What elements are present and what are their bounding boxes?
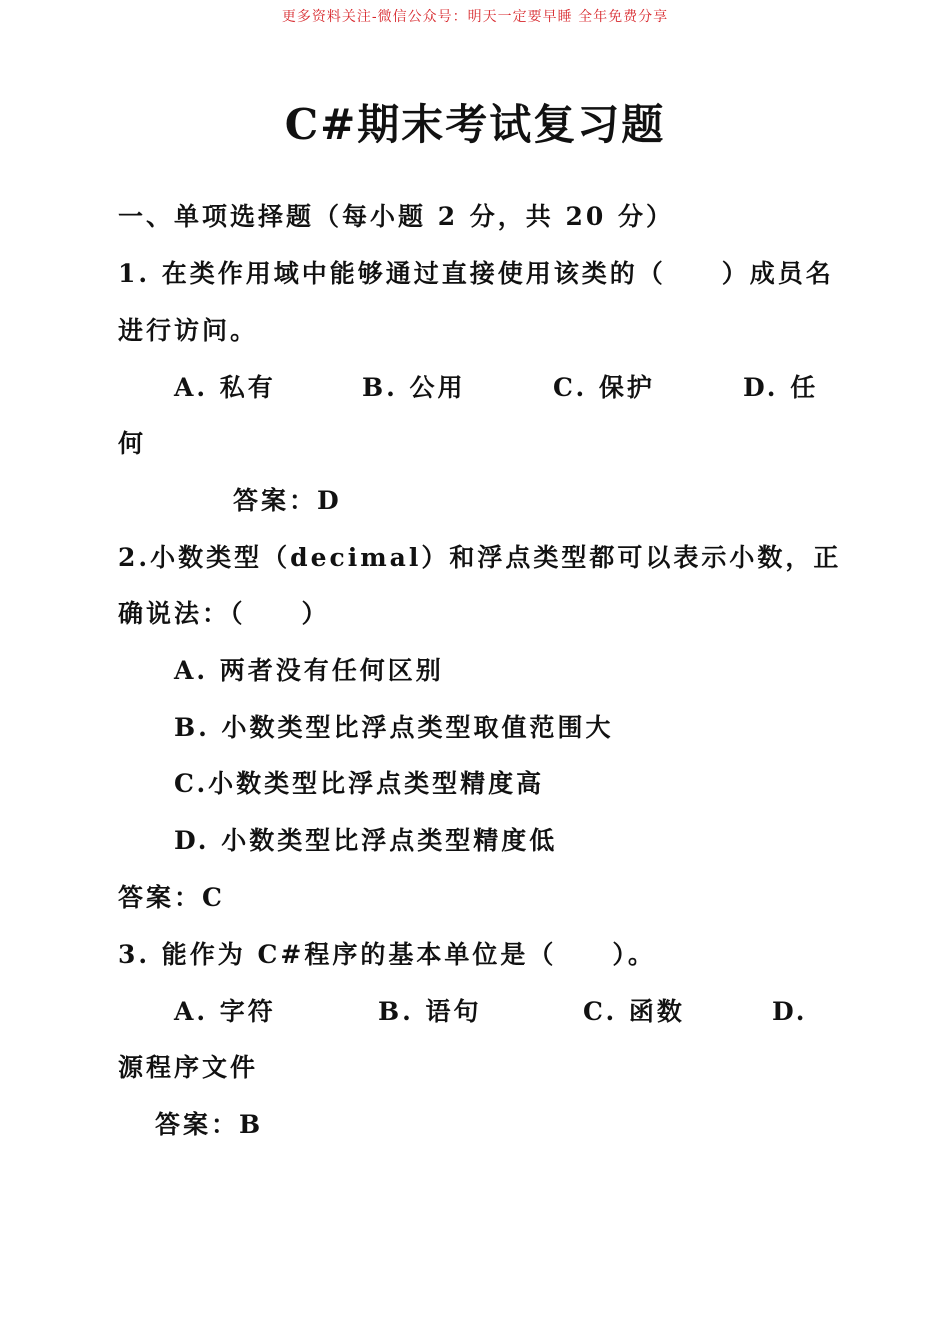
question-3-option-d-cont: 源程序文件: [118, 1053, 259, 1082]
question-3-option-d: D.: [772, 997, 808, 1026]
question-2-text-cont: 确说法：（ ）: [118, 599, 330, 628]
page-title: C#期末考试复习题: [284, 100, 666, 149]
question-3-answer: 答案：B: [155, 1110, 264, 1139]
question-2-option-d: D. 小数类型比浮点类型精度低: [174, 826, 558, 855]
question-1-option-a: A. 私有: [174, 373, 276, 402]
question-3-option-b: B. 语句: [378, 997, 482, 1026]
question-3-option-c: C. 函数: [583, 997, 685, 1026]
question-1-text-cont: 进行访问。: [118, 316, 259, 345]
question-2-option-b: B. 小数类型比浮点类型取值范围大: [174, 713, 614, 742]
question-1-answer: 答案：D: [233, 486, 342, 515]
question-1-option-d: D. 任: [743, 373, 819, 402]
section-heading: 一、单项选择题（每小题 2 分，共 20 分）: [118, 202, 675, 231]
question-2-option-c: C.小数类型比浮点类型精度高: [174, 769, 545, 798]
promo-header: 更多资料关注-微信公众号：明天一定要早睡 全年免费分享: [281, 9, 669, 25]
question-2-answer: 答案：C: [118, 883, 225, 912]
question-3-option-a: A. 字符: [174, 997, 276, 1026]
question-1-option-c: C. 保护: [553, 373, 655, 402]
question-1-text: 1. 在类作用域中能够通过直接使用该类的（ ）成员名: [118, 259, 834, 288]
question-1-option-d-cont: 何: [118, 429, 147, 458]
question-1-option-b: B. 公用: [362, 373, 466, 402]
question-3-text: 3. 能作为 C#程序的基本单位是（ ）。: [118, 940, 656, 969]
question-2-option-a: A. 两者没有任何区别: [174, 656, 444, 685]
question-2-text: 2.小数类型（decimal）和浮点类型都可以表示小数，正: [118, 543, 842, 572]
